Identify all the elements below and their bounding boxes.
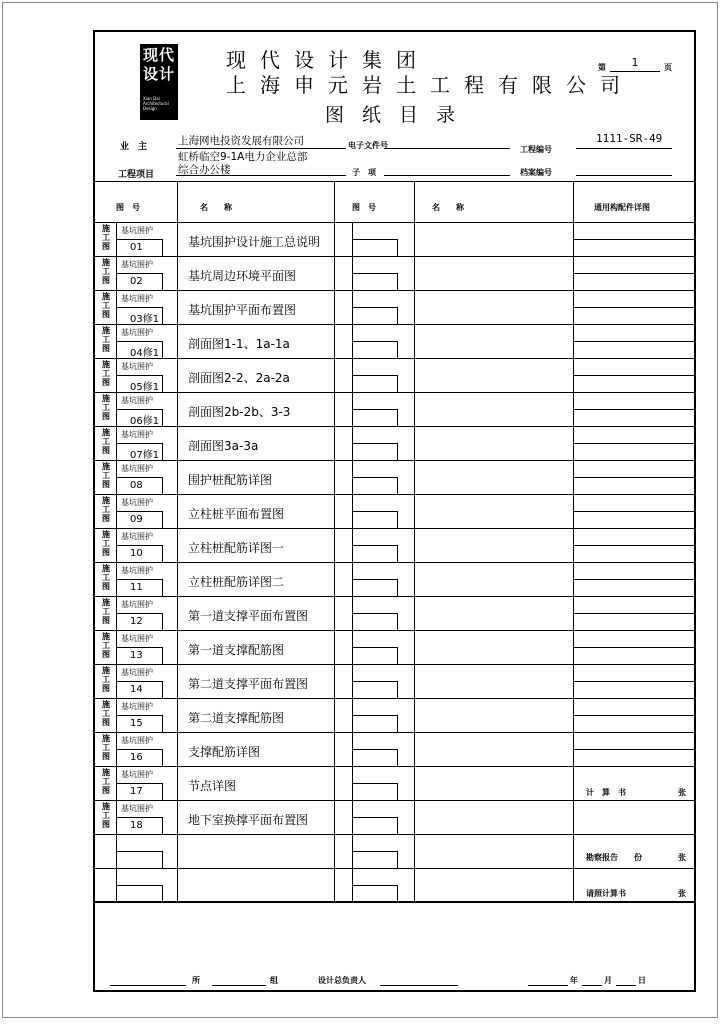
cover-calc-unit: 张 [678, 889, 686, 898]
drawing-number: 04修1 [130, 348, 160, 359]
drawing-number: 09 [130, 514, 143, 525]
drawing-name: 立柱桩配筋详图一 [188, 541, 285, 555]
stage-label: 施 工 图 [102, 564, 110, 591]
owner-value: 上海网电投资发展有限公司 [178, 135, 304, 147]
drawing-number: 06修1 [130, 416, 160, 427]
owner-label: 业 主 [120, 142, 148, 152]
stage-label: 施 工 图 [102, 428, 110, 455]
stage-label: 施 工 图 [102, 632, 110, 659]
stage-label: 施 工 图 [102, 224, 110, 251]
drawing-number: 12 [130, 616, 143, 627]
category-label: 基坑围护 [121, 328, 153, 337]
drawing-name: 基坑围护设计施工总说明 [188, 235, 321, 249]
footer-chief: 设计总负责人 [318, 976, 366, 985]
stage-label: 施 工 图 [102, 462, 110, 489]
footer-day: 日 [638, 976, 646, 985]
category-label: 基坑围护 [121, 668, 153, 677]
drawing-number: 02 [130, 276, 143, 287]
drawing-name: 第一道支撑配筋图 [188, 643, 285, 657]
drawing-name: 支撑配筋详图 [188, 745, 261, 759]
archive-label: 档案编号 [520, 168, 552, 177]
drawing-name: 基坑围护平面布置图 [188, 303, 297, 317]
drawing-name: 第一道支撑平面布置图 [188, 609, 309, 623]
stage-label: 施 工 图 [102, 598, 110, 625]
drawing-name: 剖面图1-1、1a-1a [188, 337, 290, 351]
project-label: 工程项目 [118, 170, 155, 180]
calc-book-unit: 张 [678, 788, 686, 797]
category-label: 基坑围护 [121, 532, 153, 541]
header-generic-details: 通用构配件详图 [594, 203, 650, 212]
drawing-name: 立柱桩配筋详图二 [188, 575, 285, 589]
drawing-number: 13 [130, 650, 143, 661]
drawing-name: 围护桩配筋详图 [188, 473, 273, 487]
category-label: 基坑围护 [121, 498, 153, 507]
stage-label: 施 工 图 [102, 496, 110, 523]
drawing-name: 地下室换撑平面布置图 [188, 813, 309, 827]
header-drawing-no: 图 号 [116, 203, 140, 212]
company-name: 上海申元岩土工程有限公司 [226, 73, 634, 97]
category-label: 基坑围护 [121, 226, 153, 235]
category-label: 基坑围护 [121, 736, 153, 745]
category-label: 基坑围护 [121, 702, 153, 711]
calc-book-label: 计 算 书 [586, 788, 626, 797]
page-suffix: 页 [664, 63, 672, 72]
stage-label: 施 工 图 [102, 394, 110, 421]
logo-line2: 设计 [143, 65, 176, 83]
stage-label: 施 工 图 [102, 530, 110, 557]
footer-month: 月 [604, 976, 612, 985]
stage-label: 施 工 图 [102, 360, 110, 387]
footer-dept: 所 [192, 976, 200, 985]
project-value-line1: 虹桥临空9-1A电力企业总部 [178, 151, 308, 163]
drawing-name: 立柱桩平面布置图 [188, 507, 285, 521]
drawing-number: 05修1 [130, 382, 160, 393]
drawing-name: 剖面图3a-3a [188, 439, 259, 453]
drawing-number: 16 [130, 752, 143, 763]
survey-report-unit: 张 [678, 853, 686, 862]
category-label: 基坑围护 [121, 566, 153, 575]
drawing-number: 08 [130, 480, 143, 491]
drawing-name: 剖面图2b-2b、3-3 [188, 405, 291, 419]
category-label: 基坑围护 [121, 294, 153, 303]
drawing-number: 17 [130, 786, 143, 797]
stage-label: 施 工 图 [102, 768, 110, 795]
page-number: 1 [631, 56, 639, 69]
proj-no-value: 1111-SR-49 [596, 132, 663, 145]
drawing-number: 01 [130, 242, 143, 253]
cover-calc-label: 请照计算书 [586, 889, 626, 898]
category-label: 基坑围护 [121, 634, 153, 643]
stage-label: 施 工 图 [102, 666, 110, 693]
footer-year: 年 [570, 976, 578, 985]
header-name-2: 名 称 [432, 203, 464, 212]
drawing-number: 15 [130, 718, 143, 729]
drawing-number: 03修1 [130, 314, 160, 325]
sub-item-label: 子 项 [352, 168, 376, 177]
category-label: 基坑围护 [121, 464, 153, 473]
efile-label: 电子文件号 [348, 141, 388, 150]
drawing-name: 第二道支撑平面布置图 [188, 677, 309, 691]
category-label: 基坑围护 [121, 260, 153, 269]
drawing-name: 基坑周边环境平面图 [188, 269, 297, 283]
header-name: 名 称 [200, 203, 232, 212]
page-prefix: 第 [598, 63, 606, 72]
category-label: 基坑围护 [121, 804, 153, 813]
category-label: 基坑围护 [121, 362, 153, 371]
category-label: 基坑围护 [121, 396, 153, 405]
stage-label: 施 工 图 [102, 700, 110, 727]
proj-no-label: 工程编号 [520, 145, 552, 154]
stage-label: 施 工 图 [102, 734, 110, 761]
stage-label: 施 工 图 [102, 258, 110, 285]
drawing-name: 剖面图2-2、2a-2a [188, 371, 290, 385]
footer-group: 组 [270, 976, 278, 985]
project-value-line2: 综合办公楼 [178, 164, 231, 176]
header-drawing-no-2: 图 号 [352, 203, 376, 212]
stage-label: 施 工 图 [102, 292, 110, 319]
category-label: 基坑围护 [121, 600, 153, 609]
category-label: 基坑围护 [121, 430, 153, 439]
logo-english: Xian Dai Architectural Design [143, 96, 169, 111]
stage-label: 施 工 图 [102, 802, 110, 829]
stage-label: 施 工 图 [102, 326, 110, 353]
drawing-name: 第二道支撑配筋图 [188, 711, 285, 725]
logo-line1: 现代 [143, 46, 176, 64]
survey-report-label: 勘察报告 份 [586, 853, 642, 862]
group-name: 现代设计集团 [226, 48, 430, 72]
drawing-number: 07修1 [130, 450, 160, 461]
company-logo [140, 44, 178, 120]
drawing-number: 10 [130, 548, 143, 559]
drawing-number: 11 [130, 582, 143, 593]
page-title: 图纸目录 [325, 104, 474, 126]
drawing-name: 节点详图 [188, 779, 237, 793]
category-label: 基坑围护 [121, 770, 153, 779]
drawing-number: 18 [130, 820, 143, 831]
drawing-number: 14 [130, 684, 143, 695]
